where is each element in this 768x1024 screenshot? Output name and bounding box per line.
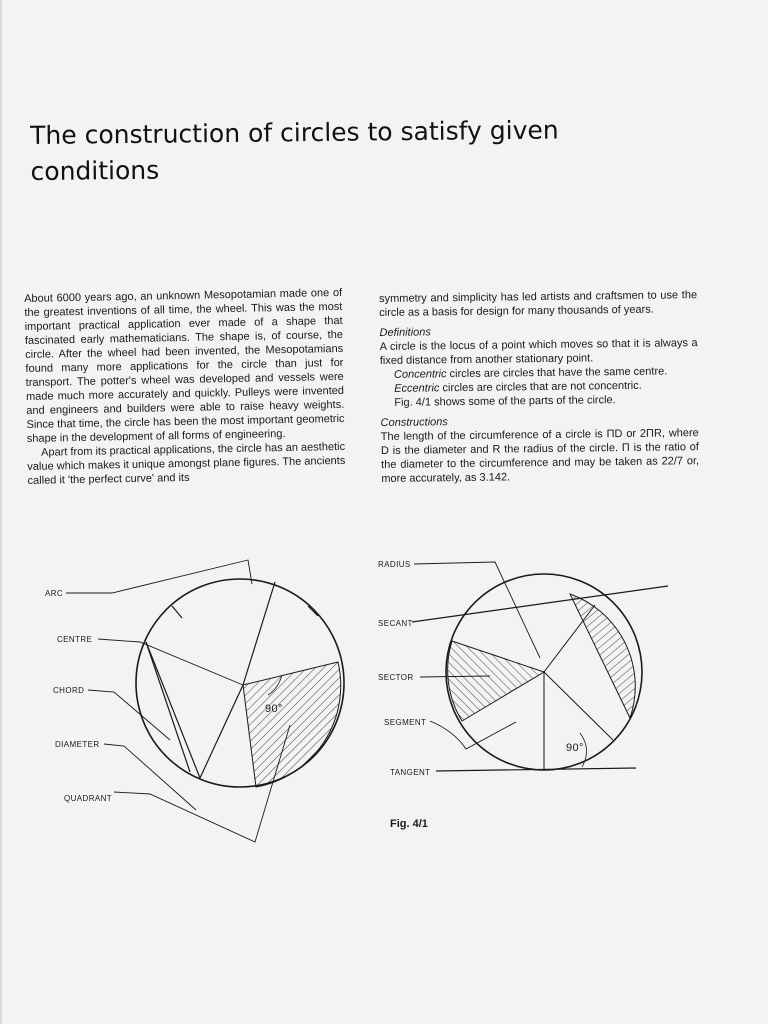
left-angle-label: 90° xyxy=(265,703,283,715)
figure-reference: Fig. 4/1 shows some of the parts of the circle. xyxy=(394,394,616,409)
concentric-text: circles are circles that have the same centre. xyxy=(446,365,668,381)
right-circle-diagram xyxy=(370,550,670,790)
chord-label: CHORD xyxy=(53,686,85,695)
left-circle-diagram xyxy=(0,550,370,850)
eccentric-term: Eccentric xyxy=(394,382,440,395)
left-column xyxy=(24,286,346,488)
secant-label: SECANT xyxy=(378,619,413,628)
quadrant-label: QUADRANT xyxy=(64,794,113,803)
page-edge xyxy=(0,0,2,1024)
figure-caption: Fig. 4/1 xyxy=(390,818,428,830)
aesthetic-paragraph: Apart from its practical applications, the circle has an aesthetic value which makes it unique amongst plane figures. The ancients called it 'the perfect curve' and its xyxy=(27,440,346,487)
right-angle-label: 90° xyxy=(566,742,584,754)
sector-label: SECTOR xyxy=(378,673,414,682)
segment-region xyxy=(570,594,635,718)
intro-paragraph: About 6000 years ago, an unknown Mesopotamian made one of the greatest inventions of all time, the wheel. This was the most important practical application ever made of a shape that fascinated early mathematicians. The shape is, of course, the circle. After the wheel had been invented, the Mesopotamians found many more applications for the circle than just for transport. The potter's wheel was developed and vessels were made much more accurately and quickly. Pulleys were invented and engineers and builders were able to raise heavy weights. Since that time, the circle has been the most important geometric shape in the development of all forms of engineering. xyxy=(24,286,345,445)
page-title: The construction of circles to satisfy given conditions xyxy=(30,115,559,186)
concentric-term: Concentric xyxy=(393,368,447,381)
continuation-paragraph: symmetry and simplicity has led artists and craftsmen to use the circle as a basis for design for many thousands of years. xyxy=(379,289,698,319)
tangent-label: TANGENT xyxy=(390,768,431,777)
radius-label: RADIUS xyxy=(378,560,411,569)
construction-text: The length of the circumference of a circle is ΠD or 2ΠR, where D is the diameter and R the radius of the circle. Π is the ratio of the diameter to the circumference and may be taken as 22/7 or, more accurately, as 3.142. xyxy=(380,427,700,485)
quadrant-region xyxy=(243,662,341,787)
diameter-label: DIAMETER xyxy=(55,740,100,749)
definitions-heading: Definitions xyxy=(379,326,431,339)
centre-label: CENTRE xyxy=(57,635,93,644)
eccentric-text: circles are circles that are not concentric. xyxy=(439,379,642,395)
definition-text: A circle is the locus of a point which moves so that it is always a fixed distance from another stationary point. xyxy=(379,337,698,367)
constructions-heading: Constructions xyxy=(380,416,448,429)
sector-region xyxy=(448,641,544,721)
arc-label: ARC xyxy=(45,589,64,598)
segment-label: SEGMENT xyxy=(384,718,427,727)
right-column xyxy=(379,288,699,486)
